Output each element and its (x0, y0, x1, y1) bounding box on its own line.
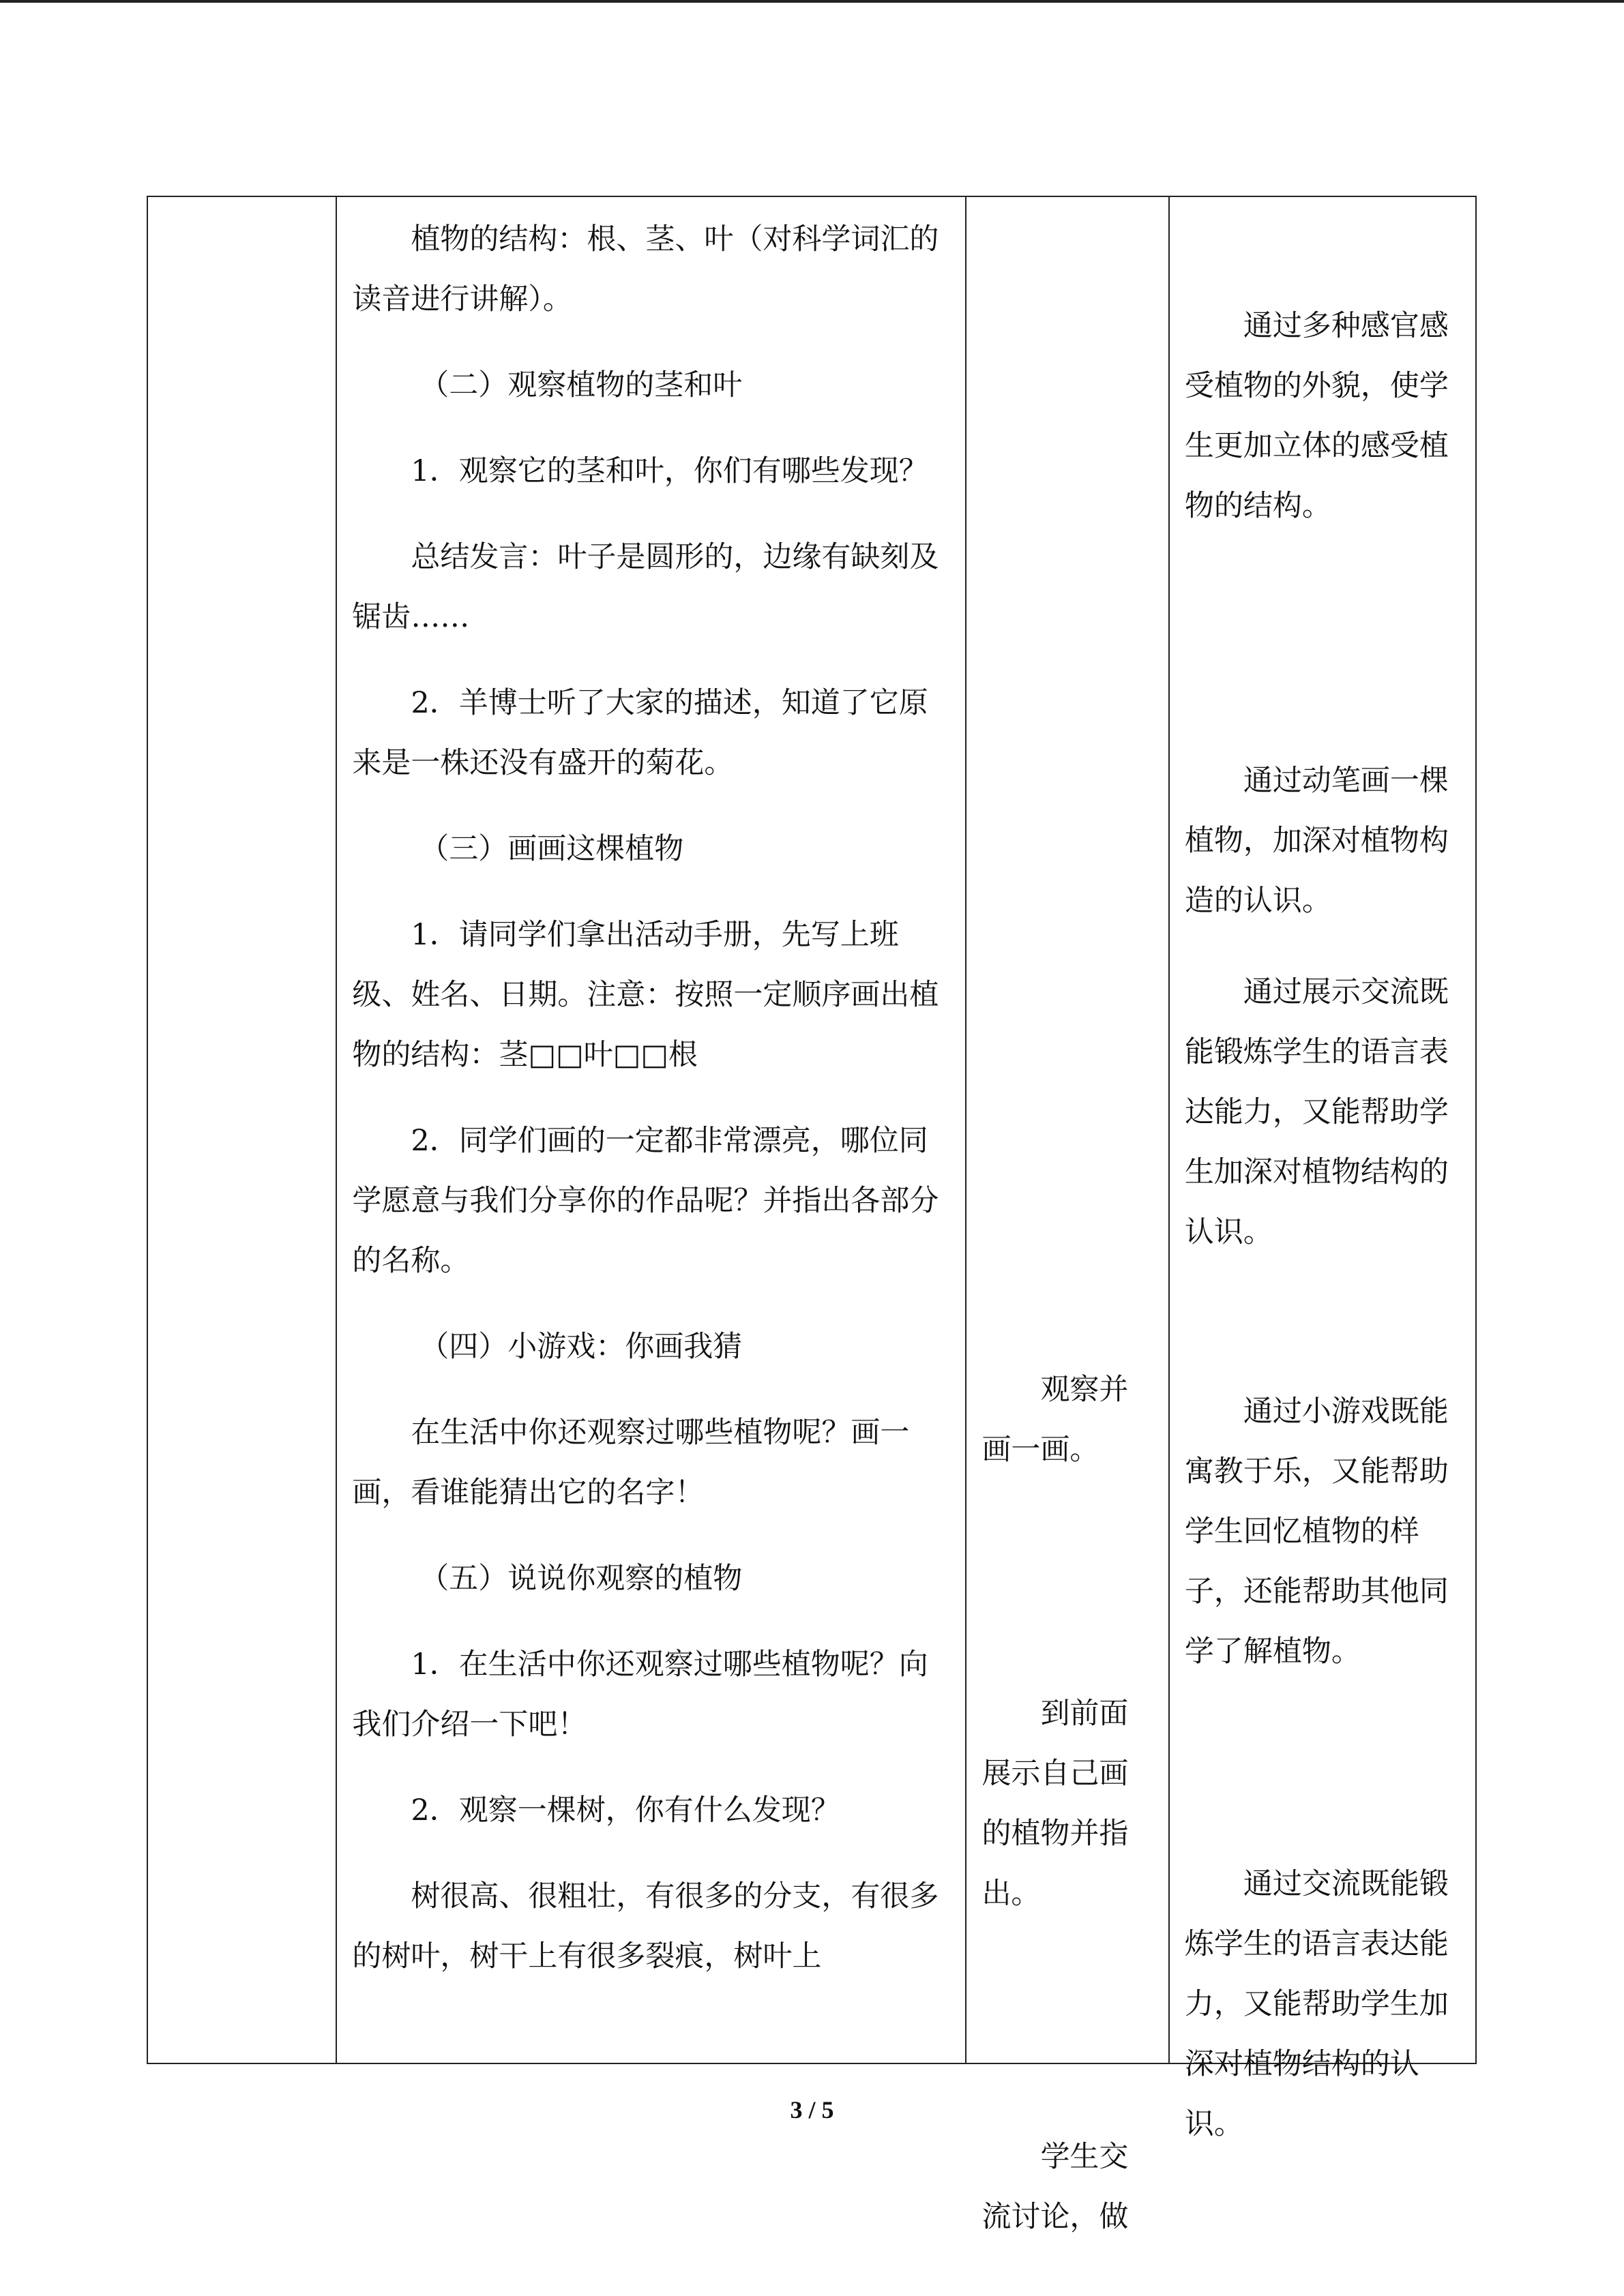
content-paragraph-share-drawing: 2．同学们画的一定都非常漂亮，哪位同学愿意与我们分享你的作品呢？并指出各部分的名称。 (352, 1124, 939, 1278)
content-paragraph-summary: 总结发言：叶子是圆形的，边缘有缺刻及锯齿…… (352, 540, 939, 634)
content-paragraph-chrysanthemum: 2．羊博士听了大家的描述，知道了它原来是一株还没有盛开的菊花。 (352, 686, 928, 780)
column-design-intent (1170, 197, 1475, 2141)
content-paragraph-observe-question: 1．观察它的茎和叶，你们有哪些发现？ (411, 454, 928, 488)
design-intent-game: 通过小游戏既能寓教于乐，又能帮助学生回忆植物的样子，还能帮助其他同学了解植物。 (1184, 1395, 1449, 1669)
content-paragraph-activity-book: 1．请同学们拿出活动手册，先写上班级、姓名、日期。注意：按照一定顺序画出植物的结构：茎□□叶□□根 (352, 918, 939, 1072)
column-student-activity (966, 197, 1169, 2234)
content-paragraph-introduce-plants: 1．在生活中你还观察过哪些植物呢？向我们介绍一下吧！ (352, 1648, 928, 1742)
content-paragraph-tree-description: 树很高、很粗壮，有很多的分支，有很多的树叶，树干上有很多裂痕，树叶上 (352, 1879, 939, 1973)
column-teaching-content (337, 197, 966, 2063)
section-heading-talk-plants: （五）说说你观察的植物 (419, 1562, 743, 1596)
design-intent-senses: 通过多种感官感受植物的外貌，使学生更加立体的感受植物的结构。 (1184, 309, 1449, 523)
column-blank (148, 197, 337, 2063)
section-heading-draw-plant: （三）画画这棵植物 (419, 832, 684, 866)
design-intent-exchange: 通过交流既能锻炼学生的语言表达能力，又能帮助学生加深对植物结构的认识。 (1184, 1867, 1449, 2141)
design-intent-presentation: 通过展示交流既能锻炼学生的语言表达能力，又能帮助学生加深对植物结构的认识。 (1184, 975, 1449, 1249)
page-number: 3 / 5 (790, 2096, 834, 2123)
content-paragraph-structure: 植物的结构：根、茎、叶（对科学词汇的读音进行讲解）。 (352, 222, 939, 316)
section-heading-guess-game: （四）小游戏：你画我猜 (419, 1330, 743, 1364)
student-activity-discuss: 学生交流讨论，做 (981, 2140, 1129, 2234)
section-heading-observe-stem-leaf: （二）观察植物的茎和叶 (419, 368, 743, 402)
student-activity-observe-draw: 观察并画一画。 (981, 1373, 1129, 1467)
design-intent-drawing: 通过动笔画一棵植物，加深对植物构造的认识。 (1184, 764, 1449, 918)
content-paragraph-guess-name: 在生活中你还观察过哪些植物呢？画一画，看谁能猜出它的名字！ (352, 1416, 910, 1510)
page-top-border (0, 0, 1624, 3)
content-paragraph-observe-tree: 2．观察一棵树，你有什么发现？ (411, 1793, 840, 1828)
student-activity-present: 到前面展示自己画的植物并指出。 (981, 1697, 1129, 1911)
